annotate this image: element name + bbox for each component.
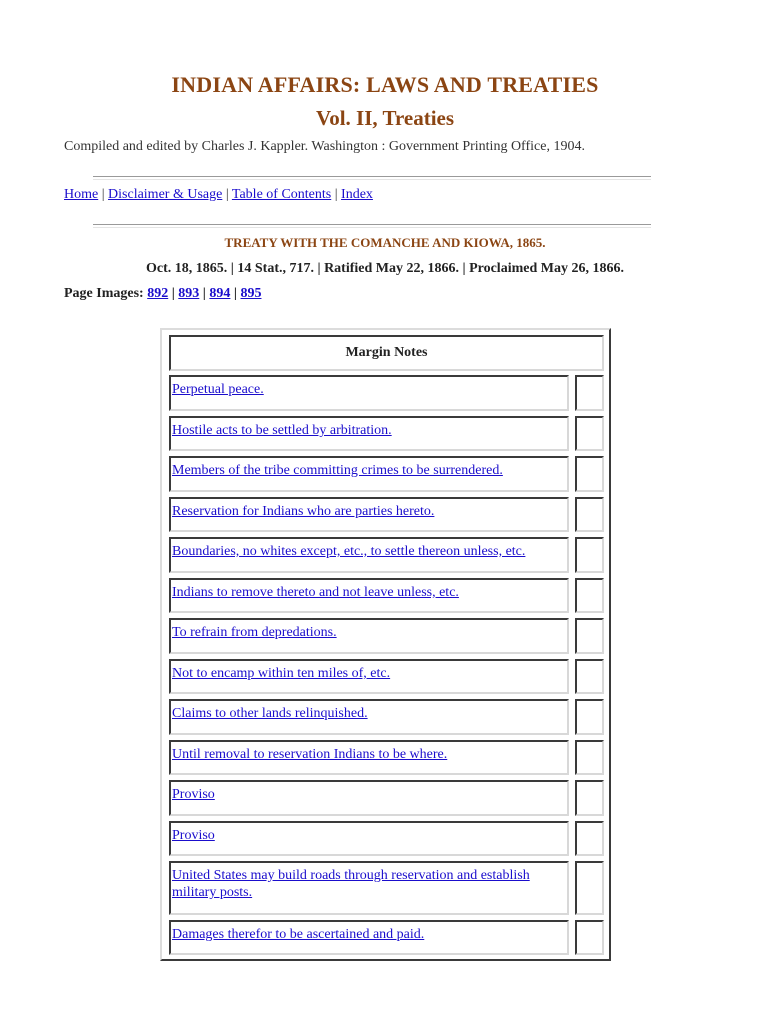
margin-note-empty-cell [575, 618, 604, 654]
margin-note-link[interactable]: United States may build roads through reservation and establish military posts. [172, 868, 530, 900]
margin-note-row [169, 416, 569, 451]
nav-separator: | [334, 187, 338, 202]
margin-note-empty-cell [575, 821, 604, 856]
nav-home-link[interactable]: Home [64, 187, 99, 202]
margin-note-link[interactable]: Proviso [172, 828, 215, 843]
margin-note-row [169, 659, 569, 694]
margin-notes-heading: Margin Notes [169, 335, 604, 371]
nav-bar [64, 187, 373, 203]
margin-note-link[interactable]: Members of the tribe committing crimes to be surrendered. [172, 463, 503, 478]
page-separator: | [171, 286, 175, 301]
page-separator: | [233, 286, 237, 301]
margin-note-empty-cell [575, 537, 604, 573]
margin-note-row [169, 456, 569, 492]
margin-note-link[interactable]: To refrain from depredations. [172, 625, 337, 640]
treaty-dates: Oct. 18, 1865. | 14 Stat., 717. | Ratified May 22, 1866. | Proclaimed May 26, 1866. [146, 261, 624, 276]
margin-note-empty-cell [575, 578, 604, 613]
page-separator: | [202, 286, 206, 301]
margin-note-row [169, 497, 569, 532]
margin-note-empty-cell [575, 699, 604, 735]
margin-note-row [169, 740, 569, 775]
margin-note-link[interactable]: Proviso [172, 787, 215, 802]
margin-note-empty-cell [575, 375, 604, 411]
nav-separator: | [101, 187, 105, 202]
page-image-link-893[interactable]: 893 [178, 286, 200, 301]
margin-note-link[interactable]: Not to encamp within ten miles of, etc. [172, 666, 391, 681]
margin-note-empty-cell [575, 740, 604, 775]
margin-note-row [169, 861, 569, 915]
margin-note-row [169, 780, 569, 816]
margin-note-empty-cell [575, 416, 604, 451]
bottom-divider [93, 224, 651, 228]
margin-note-link[interactable]: Indians to remove thereto and not leave unless, etc. [172, 585, 459, 600]
margin-note-link[interactable]: Boundaries, no whites except, etc., to settle thereon unless, etc. [172, 544, 526, 559]
margin-note-link[interactable]: Hostile acts to be settled by arbitration. [172, 423, 392, 438]
margin-note-link[interactable]: Until removal to reservation Indians to be where. [172, 747, 448, 762]
margin-notes-table [160, 328, 611, 961]
margin-note-row [169, 699, 569, 735]
margin-note-empty-cell [575, 497, 604, 532]
page-image-link-892[interactable]: 892 [147, 286, 169, 301]
top-divider [93, 176, 651, 180]
margin-note-row [169, 375, 569, 411]
margin-note-empty-cell [575, 456, 604, 492]
nav-separator: | [225, 187, 229, 202]
nav-index-link[interactable]: Index [341, 187, 373, 202]
margin-note-row [169, 537, 569, 573]
page-title: INDIAN AFFAIRS: LAWS AND TREATIES [171, 72, 599, 97]
margin-note-link[interactable]: Claims to other lands relinquished. [172, 706, 368, 721]
margin-note-empty-cell [575, 861, 604, 915]
margin-note-link[interactable]: Perpetual peace. [172, 382, 264, 397]
page-images [64, 286, 261, 302]
nav-disclaimer-link[interactable]: Disclaimer & Usage [108, 187, 223, 202]
volume-title: Vol. II, Treaties [315, 106, 455, 130]
margin-note-row [169, 618, 569, 654]
page-images-label: Page Images: [64, 286, 144, 301]
margin-note-empty-cell [575, 920, 604, 955]
page-image-link-895[interactable]: 895 [240, 286, 262, 301]
margin-note-link[interactable]: Reservation for Indians who are parties hereto. [172, 504, 435, 519]
margin-note-link[interactable]: Damages therefor to be ascertained and paid. [172, 927, 425, 942]
nav-toc-link[interactable]: Table of Contents [231, 187, 332, 202]
margin-note-row [169, 578, 569, 613]
margin-note-row [169, 821, 569, 856]
margin-note-empty-cell [575, 659, 604, 694]
compiled-by-text: Compiled and edited by Charles J. Kappler. Washington : Government Printing Office, 1904. [64, 139, 585, 154]
page-image-link-894[interactable]: 894 [209, 286, 231, 301]
margin-note-row [169, 920, 569, 955]
margin-note-empty-cell [575, 780, 604, 816]
treaty-title: TREATY WITH THE COMANCHE AND KIOWA, 1865. [224, 235, 546, 250]
